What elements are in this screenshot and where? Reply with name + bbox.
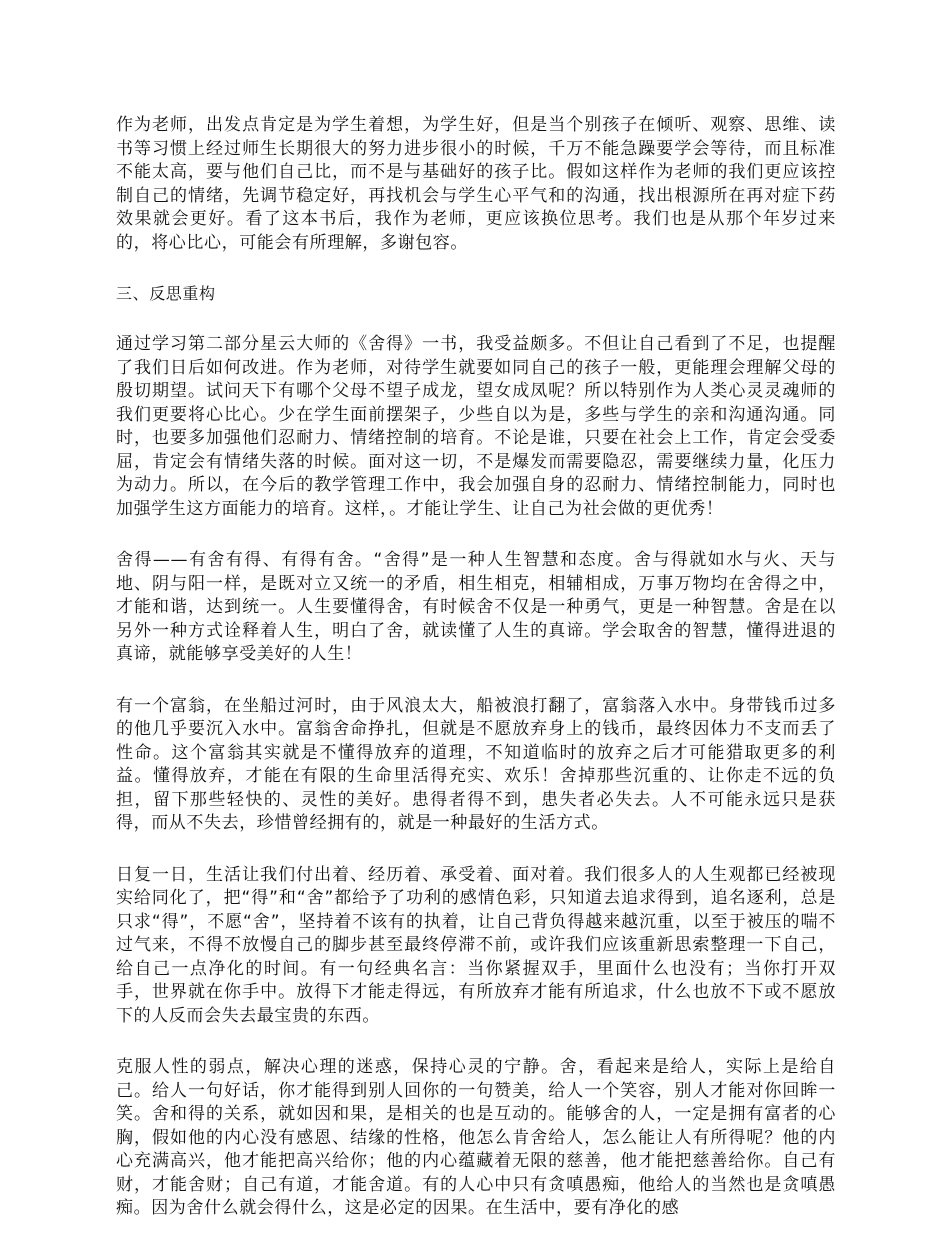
- paragraph-human-weakness: 克服人性的弱点，解决心理的迷惑，保持心灵的宁静。舍，看起来是给人，实际上是给自己。给人一句好话，你才能得到别人回你的一句赞美，给人一个笑容，别人才能对你回眸一笑。舍和得的关系，就如因和果，是相关的也是互动的。能够舍的人，一定是拥有富者的心胸，假如他的内心没有感恩、结缘的性格，他怎么肯舍给人，怎么能让人有所得呢？他的内心充满高兴，他才能把高兴给你；他的内心蕴藏着无限的慈善，他才能把慈善给你。自己有财，才能舍财；自己有道，才能舍道。有的人心中只有贪嗔愚痴，他给人的当然也是贪嗔愚痴。因为舍什么就会得什么，这是必定的因果。在生活中，要有净化的感: [116, 1057, 836, 1218]
- paragraph-book-learning: 通过学习第二部分星云大师的《舍得》一书，我受益颇多。不但让自己看到了不足，也提醒了我们日后如何改进。作为老师，对待学生就要如同自己的孩子一般，更能理会理解父母的殷切期望。试问天下有哪个父母不望子成龙，望女成凤呢？所以特别作为人类心灵灵魂师的我们更要将心比心。少在学生面前摆架子，少些自以为是，多些与学生的亲和沟通沟通。同时，也要多加强他们忍耐力、情绪控制的培育。不论是谁，只要在社会上工作，肯定会受委屈，肯定会有情绪失落的时候。面对这一切，不是爆发而需要隐忍，需要继续力量，化压力为动力。所以，在今后的教学管理工作中，我会加强自身的忍耐力、情绪控制能力，同时也加强学生这方面能力的培育。这样，。才能让学生、让自己为社会做的更优秀！: [116, 334, 836, 519]
- paragraph-daily-life: 日复一日，生活让我们付出着、经历着、承受着、面对着。我们很多人的人生观都已经被现实给同化了，把“得”和“舍”都给予了功利的感情色彩，只知道去追求得到，追名逐利，总是只求“得”，不愿“舍”，坚持着不该有的执着，让自己背负得越来越沉重，以至于被压的喘不过气来，不得不放慢自己的脚步甚至最终停滞不前，或许我们应该重新思索整理一下自己，给自己一点净化的时间。有一句经典名言：当你紧握双手，里面什么也没有；当你打开双手，世界就在你手中。放得下才能走得远，有所放弃才能有所追求，什么也放不下或不愿放下的人反而会失去最宝贵的东西。: [116, 864, 836, 1026]
- section-heading-reflection-reconstruction: 三、反思重构: [116, 284, 216, 303]
- paragraph-rich-man-story: 有一个富翁，在坐船过河时，由于风浪太大，船被浪打翻了，富翁落入水中。身带钱币过多的他几乎要沉入水中。富翁舍命挣扎，但就是不愿放弃身上的钱币，最终因体力不支而丢了性命。这个富翁其实就是不懂得放弃的道理，不知道临时的放弃之后才可能猎取更多的利益。懂得放弃，才能在有限的生命里活得充实、欢乐！舍掉那些沉重的、让你走不远的负担，留下那些轻快的、灵性的美好。患得者得不到，患失者必失去。人不可能永远只是获得，而从不失去，珍惜曾经拥有的，就是一种最好的生活方式。: [116, 695, 836, 833]
- paragraph-giving-and-gaining: 舍得——有舍有得、有得有舍。“舍得”是一种人生智慧和态度。舍与得就如水与火、天与地、阴与阳一样，是既对立又统一的矛盾，相生相克，相辅相成，万事万物均在舍得之中，才能和谐，达到统一。人生要懂得舍，有时候舍不仅是一种勇气，更是一种智慧。舍是在以另外一种方式诠释着人生，明白了舍，就读懂了人生的真谛。学会取舍的智慧，懂得进退的真谛，就能够享受美好的人生！: [116, 550, 836, 664]
- paragraph-teacher-reflection: 作为老师，出发点肯定是为学生着想，为学生好，但是当个别孩子在倾听、观察、思维、读书等习惯上经过师生长期很大的努力进步很小的时候，千万不能急躁要学会等待，而且标准不能太高，要与他们自己比，而不是与基础好的孩子比。假如这样作为老师的我们更应该控制自己的情绪，先调节稳定好，再找机会与学生心平气和的沟通，找出根源所在再对症下药效果就会更好。看了这本书后，我作为老师，更应该换位思考。我们也是从那个年岁过来的，将心比心，可能会有所理解，多谢包容。: [116, 115, 836, 253]
- document-page: [116, 114, 836, 1249]
